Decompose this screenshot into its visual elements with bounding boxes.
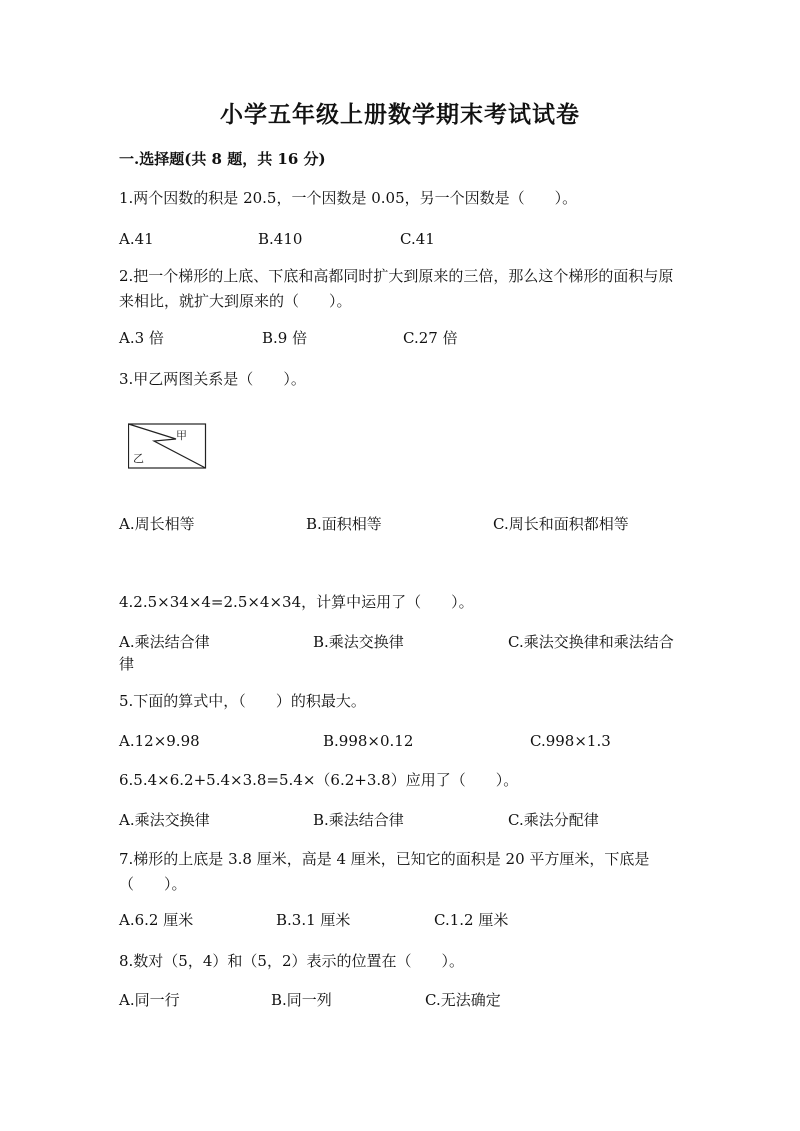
question-4: 4.2.5×34×4=2.5×4×34，计算中运用了（ ）。 — [119, 593, 474, 611]
question-7: 7.梯形的上底是 3.8 厘米，高是 4 厘米，已知它的面积是 20 平方厘米，下底是（ ）。 — [119, 850, 650, 893]
q6-option-b: B.乘法结合律 — [313, 811, 404, 829]
question-5: 5.下面的算式中，（ ）的积最大。 — [119, 692, 366, 710]
q1-option-c: C.41 — [400, 230, 435, 248]
q2-option-c: C.27 倍 — [403, 329, 458, 347]
q4-option-a: A.乘法结合律 — [119, 633, 210, 651]
q2-option-a: A.3 倍 — [119, 329, 164, 347]
q6-option-c: C.乘法分配律 — [508, 811, 599, 829]
q3-option-b: B.面积相等 — [306, 515, 382, 533]
q7-option-b: B.3.1 厘米 — [276, 911, 351, 929]
q3-option-a: A.周长相等 — [119, 515, 195, 533]
q5-option-c: C.998×1.3 — [530, 732, 611, 750]
question-8: 8.数对（5，4）和（5，2）表示的位置在（ ）。 — [119, 952, 464, 970]
q5-option-b: B.998×0.12 — [323, 732, 414, 750]
q6-option-a: A.乘法交换律 — [119, 811, 210, 829]
question-3: 3.甲乙两图关系是（ ）。 — [119, 370, 306, 388]
question-1: 1.两个因数的积是 20.5，一个因数是 0.05，另一个因数是（ ）。 — [119, 189, 578, 207]
question-6: 6.5.4×6.2+5.4×3.8=5.4×（6.2+3.8）应用了（ ）。 — [119, 771, 519, 789]
figure-label-yi: 乙 — [133, 452, 144, 465]
q7-option-a: A.6.2 厘米 — [119, 911, 194, 929]
q3-option-c: C.周长和面积都相等 — [493, 515, 629, 533]
page-title: 小学五年级上册数学期末考试试卷 — [220, 101, 580, 128]
q4-option-c: C.乘法交换律和乘法结合律 — [119, 633, 674, 673]
q8-option-c: C.无法确定 — [425, 991, 501, 1009]
q2-option-b: B.9 倍 — [262, 329, 308, 347]
section-heading: 一.选择题(共 8 题，共 16 分) — [119, 150, 326, 168]
q4-option-b: B.乘法交换律 — [313, 633, 404, 651]
figure-jia-yi — [128, 422, 208, 470]
q8-option-a: A.同一行 — [119, 991, 180, 1009]
question-2: 2.把一个梯形的上底、下底和高都同时扩大到原来的三倍，那么这个梯形的面积与原来相比，就扩大到原来的（ ）。 — [119, 267, 674, 310]
q1-option-b: B.410 — [258, 230, 303, 248]
q7-option-c: C.1.2 厘米 — [434, 911, 509, 929]
q5-option-a: A.12×9.98 — [119, 732, 200, 750]
q8-option-b: B.同一列 — [271, 991, 332, 1009]
figure-label-jia: 甲 — [176, 429, 187, 442]
q1-option-a: A.41 — [119, 230, 154, 248]
